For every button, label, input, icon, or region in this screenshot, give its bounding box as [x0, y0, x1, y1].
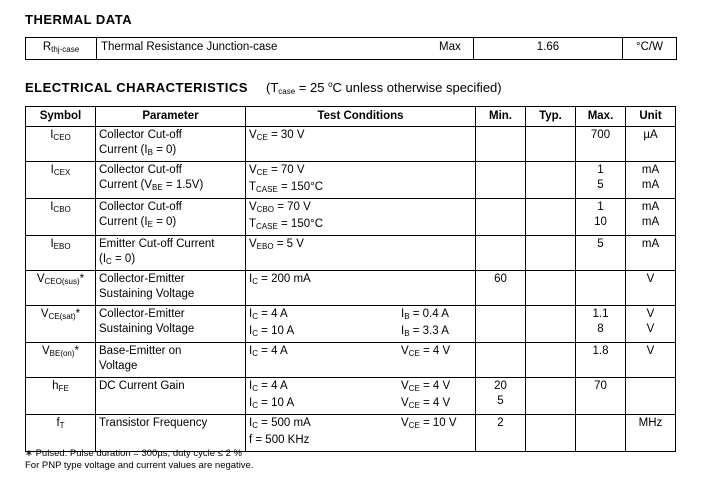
cell-parameter: Collector-Emitter Sustaining Voltage	[96, 271, 246, 306]
cell-test-conditions: $V_{CBO} = 70$ V $T_{CASE} = 150^\circ C$	[246, 199, 476, 236]
cell-min	[476, 236, 526, 271]
cell-unit: V	[626, 343, 676, 378]
test-condition-secondary: $V_{CE} = 10$ V	[401, 417, 457, 430]
table-row	[26, 236, 676, 271]
cell-typ	[526, 378, 576, 415]
cell-parameter: Collector Cut-off Current $(I_B = 0)$	[96, 127, 246, 162]
cell-min	[476, 127, 526, 162]
cell-parameter: Collector-Emitter Sustaining Voltage	[96, 306, 246, 343]
cell-symbol: $V_{BE(on)}*$	[26, 343, 96, 378]
cell-parameter: Collector Cut-off Current $(V_{BE} = 1.5V)$	[96, 162, 246, 199]
cell-max: 1.1 8	[576, 306, 626, 343]
thermal-data-table	[25, 37, 677, 60]
cell-min	[476, 162, 526, 199]
header-unit: Unit	[626, 107, 676, 127]
cell-symbol: $V_{CEO(sus)}*$	[26, 271, 96, 306]
cell-min: 2	[476, 415, 526, 452]
cell-unit: mA mA	[626, 162, 676, 199]
thermal-value: 1.66	[474, 38, 623, 60]
cell-symbol: $h_{FE}$	[26, 378, 96, 415]
table-row	[26, 378, 676, 415]
cell-test-conditions: $I_C = 4$ A $V_{CE} = 4$ V	[246, 343, 476, 378]
thermal-data-heading: THERMAL DATA	[25, 12, 133, 27]
cell-max: 700	[576, 127, 626, 162]
cell-min	[476, 343, 526, 378]
cell-unit: mA	[626, 236, 676, 271]
table-row	[26, 343, 676, 378]
thermal-symbol: $R_{thj-case}$	[26, 38, 97, 60]
footnote-pnp: For PNP type voltage and current values are negative.	[25, 460, 254, 471]
cell-parameter: DC Current Gain	[96, 378, 246, 415]
table-row	[26, 415, 676, 452]
test-condition-secondary: $V_{CE} = 4$ V	[401, 380, 451, 393]
cell-min	[476, 199, 526, 236]
cell-symbol: $f_T$	[26, 415, 96, 452]
cell-parameter: Transistor Frequency	[96, 415, 246, 452]
cell-unit: MHz	[626, 415, 676, 452]
cell-typ	[526, 127, 576, 162]
header-min: Min.	[476, 107, 526, 127]
cell-typ	[526, 343, 576, 378]
cell-max	[576, 271, 626, 306]
cell-typ	[526, 162, 576, 199]
header-symbol: Symbol	[26, 107, 96, 127]
cell-unit: mA mA	[626, 199, 676, 236]
cell-symbol: $I_{CEO}$	[26, 127, 96, 162]
cell-max	[576, 415, 626, 452]
cell-symbol: $I_{EBO}$	[26, 236, 96, 271]
cell-unit: µA	[626, 127, 676, 162]
cell-test-conditions: $V_{EBO} = 5$ V	[246, 236, 476, 271]
cell-typ	[526, 199, 576, 236]
header-max: Max.	[576, 107, 626, 127]
cell-parameter: Base-Emitter on Voltage	[96, 343, 246, 378]
cell-symbol: $I_{CEX}$	[26, 162, 96, 199]
cell-test-conditions: $I_C = 4$ A $V_{CE} = 4$ V $I_C = 10$ A $V_{CE} = 4$ V	[246, 378, 476, 415]
thermal-qualifier: Max	[435, 38, 474, 60]
table-row	[26, 127, 676, 162]
cell-typ	[526, 415, 576, 452]
thermal-unit: °C/W	[623, 38, 677, 60]
cell-test-conditions: $V_{CE} = 70$ V $T_{CASE} = 150^\circ C$	[246, 162, 476, 199]
cell-unit	[626, 378, 676, 415]
header-test-conditions: Test Conditions	[246, 107, 476, 127]
cell-min: 60	[476, 271, 526, 306]
cell-max: 5	[576, 236, 626, 271]
header-typ: Typ.	[526, 107, 576, 127]
cell-max: 1 10	[576, 199, 626, 236]
electrical-table	[25, 106, 676, 452]
table-row	[26, 306, 676, 343]
test-condition-secondary: $V_{CE} = 4$ V	[401, 345, 451, 358]
cell-min	[476, 306, 526, 343]
cell-test-conditions: $V_{CE} = 30$ V	[246, 127, 476, 162]
cell-max: 1 5	[576, 162, 626, 199]
cell-parameter: Emitter Cut-off Current $(I_C = 0)$	[96, 236, 246, 271]
cell-test-conditions: $I_C = 200$ mA	[246, 271, 476, 306]
cell-unit: V	[626, 271, 676, 306]
cell-min: 20 5	[476, 378, 526, 415]
thermal-parameter: Thermal Resistance Junction-case	[97, 38, 436, 60]
test-condition-secondary: $I_B = 0.4$ A	[401, 308, 449, 321]
table-row	[26, 162, 676, 199]
table-row	[26, 199, 676, 236]
cell-typ	[526, 306, 576, 343]
test-condition-secondary: $V_{CE} = 4$ V	[401, 397, 451, 410]
header-row	[26, 107, 676, 127]
cell-test-conditions: $I_C = 500$ mA $V_{CE} = 10$ V f = 500 KHz	[246, 415, 476, 452]
cell-symbol: $I_{CBO}$	[26, 199, 96, 236]
cell-typ	[526, 236, 576, 271]
table-row	[26, 271, 676, 306]
electrical-heading: ELECTRICAL CHARACTERISTICS	[25, 80, 248, 95]
cell-typ	[526, 271, 576, 306]
footnote-pulsed: ∗ Pulsed: Pulse duration = 300µs, duty cycle ≤ 2 %	[25, 448, 242, 459]
cell-max: 70	[576, 378, 626, 415]
cell-test-conditions: $I_C = 4$ A $I_B = 0.4$ A $I_C = 10$ A $I_B = 3.3$ A	[246, 306, 476, 343]
cell-unit: V V	[626, 306, 676, 343]
cell-max: 1.8	[576, 343, 626, 378]
test-condition-secondary: $I_B = 3.3$ A	[401, 325, 449, 338]
cell-parameter: Collector Cut-off Current $(I_E = 0)$	[96, 199, 246, 236]
header-parameter: Parameter	[96, 107, 246, 127]
electrical-conditions: ($T_{case} = 25$ $^o$C unless otherwise specified)	[266, 80, 502, 96]
cell-symbol: $V_{CE(sat)}*$	[26, 306, 96, 343]
thermal-row	[26, 38, 677, 60]
